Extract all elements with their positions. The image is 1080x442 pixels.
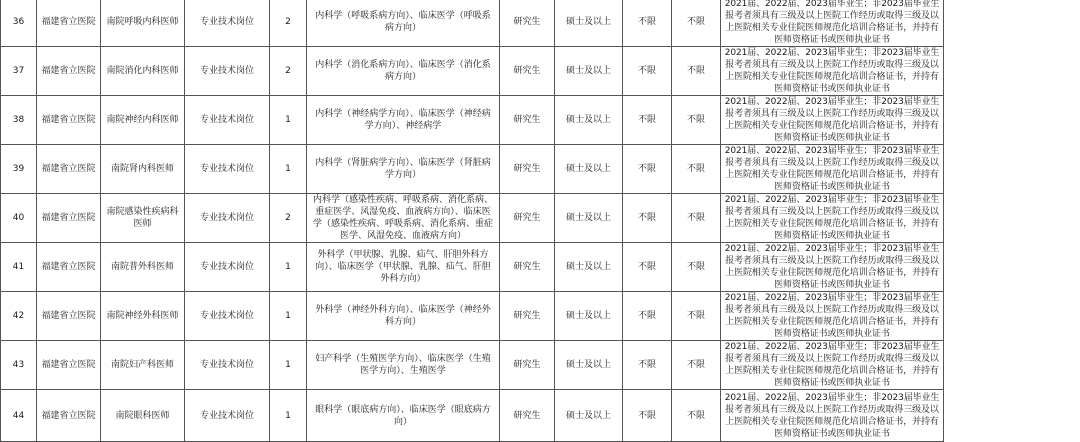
education: 研究生 bbox=[500, 390, 555, 442]
major-requirement: 外科学（甲状腺、乳腺、疝气、肝胆外科方向）、临床医学（甲状腺、乳腺、疝气、肝胆外科方向） bbox=[307, 243, 500, 292]
household-limit: 不限 bbox=[672, 47, 721, 96]
household-limit: 不限 bbox=[672, 341, 721, 390]
table-row bbox=[1, 145, 1080, 194]
education: 研究生 bbox=[500, 243, 555, 292]
degree: 硕士及以上 bbox=[555, 292, 623, 341]
blank-cell bbox=[944, 96, 1080, 145]
major-requirement: 内科学（呼吸系病方向）、临床医学（呼吸系病方向） bbox=[307, 0, 500, 47]
position-name: 南院感染性疾病科医师 bbox=[101, 194, 185, 243]
hiring-count: 2 bbox=[270, 0, 307, 47]
household-limit: 不限 bbox=[672, 145, 721, 194]
row-number: 41 bbox=[1, 243, 37, 292]
row-number: 38 bbox=[1, 96, 37, 145]
other-requirements: 2021届、2022届、2023届毕业生；非2023届毕业生报考者须具有三级及以上医院工作经历或取得三级及以上医院相关专业住院医师规范化培训合格证书，并持有医师资格证书或医师执业证书 bbox=[721, 341, 944, 390]
hiring-count: 1 bbox=[270, 96, 307, 145]
other-requirements: 2021届、2022届、2023届毕业生；非2023届毕业生报考者须具有三级及以上医院工作经历或取得三级及以上医院相关专业住院医师规范化培训合格证书，并持有医师资格证书或医师执业证书 bbox=[721, 96, 944, 145]
degree: 硕士及以上 bbox=[555, 341, 623, 390]
unit-name: 福建省立医院 bbox=[37, 47, 101, 96]
row-number: 43 bbox=[1, 341, 37, 390]
row-number: 40 bbox=[1, 194, 37, 243]
degree: 硕士及以上 bbox=[555, 243, 623, 292]
blank-cell bbox=[944, 145, 1080, 194]
degree: 硕士及以上 bbox=[555, 390, 623, 442]
other-requirements: 2021届、2022届、2023届毕业生；非2023届毕业生报考者须具有三级及以上医院工作经历或取得三级及以上医院相关专业住院医师规范化培训合格证书，并持有医师资格证书或医师执业证书 bbox=[721, 194, 944, 243]
position-category: 专业技术岗位 bbox=[185, 47, 270, 96]
education: 研究生 bbox=[500, 96, 555, 145]
household-limit: 不限 bbox=[672, 292, 721, 341]
education: 研究生 bbox=[500, 145, 555, 194]
other-requirements: 2021届、2022届、2023届毕业生；非2023届毕业生报考者须具有三级及以上医院工作经历或取得三级及以上医院相关专业住院医师规范化培训合格证书，并持有医师资格证书或医师执业证书 bbox=[721, 0, 944, 47]
major-requirement: 内科学（肾脏病学方向）、临床医学（肾脏病学方向） bbox=[307, 145, 500, 194]
table-row bbox=[1, 0, 1080, 47]
table-row bbox=[1, 47, 1080, 96]
position-name: 南院神经外科医师 bbox=[101, 292, 185, 341]
blank-cell bbox=[944, 243, 1080, 292]
hiring-count: 1 bbox=[270, 243, 307, 292]
table-row bbox=[1, 96, 1080, 145]
age-limit: 不限 bbox=[623, 96, 672, 145]
position-category: 专业技术岗位 bbox=[185, 292, 270, 341]
row-number: 42 bbox=[1, 292, 37, 341]
degree: 硕士及以上 bbox=[555, 194, 623, 243]
row-number: 36 bbox=[1, 0, 37, 47]
education: 研究生 bbox=[500, 47, 555, 96]
hiring-count: 1 bbox=[270, 341, 307, 390]
age-limit: 不限 bbox=[623, 390, 672, 442]
unit-name: 福建省立医院 bbox=[37, 243, 101, 292]
position-category: 专业技术岗位 bbox=[185, 194, 270, 243]
age-limit: 不限 bbox=[623, 341, 672, 390]
row-number: 44 bbox=[1, 390, 37, 442]
table-row bbox=[1, 194, 1080, 243]
unit-name: 福建省立医院 bbox=[37, 145, 101, 194]
age-limit: 不限 bbox=[623, 0, 672, 47]
blank-cell bbox=[944, 390, 1080, 442]
other-requirements: 2021届、2022届、2023届毕业生；非2023届毕业生报考者须具有三级及以上医院工作经历或取得三级及以上医院相关专业住院医师规范化培训合格证书，并持有医师资格证书或医师执业证书 bbox=[721, 47, 944, 96]
other-requirements: 2021届、2022届、2023届毕业生；非2023届毕业生报考者须具有三级及以上医院工作经历或取得三级及以上医院相关专业住院医师规范化培训合格证书，并持有医师资格证书或医师执业证书 bbox=[721, 145, 944, 194]
household-limit: 不限 bbox=[672, 390, 721, 442]
row-number: 39 bbox=[1, 145, 37, 194]
household-limit: 不限 bbox=[672, 243, 721, 292]
position-name: 南院普外科医师 bbox=[101, 243, 185, 292]
other-requirements: 2021届、2022届、2023届毕业生；非2023届毕业生报考者须具有三级及以上医院工作经历或取得三级及以上医院相关专业住院医师规范化培训合格证书，并持有医师资格证书或医师执业证书 bbox=[721, 243, 944, 292]
position-category: 专业技术岗位 bbox=[185, 341, 270, 390]
table-row bbox=[1, 390, 1080, 442]
position-name: 南院神经内科医师 bbox=[101, 96, 185, 145]
household-limit: 不限 bbox=[672, 194, 721, 243]
education: 研究生 bbox=[500, 292, 555, 341]
hiring-count: 1 bbox=[270, 390, 307, 442]
position-category: 专业技术岗位 bbox=[185, 96, 270, 145]
major-requirement: 内科学（消化系病方向）、临床医学（消化系病方向） bbox=[307, 47, 500, 96]
education: 研究生 bbox=[500, 194, 555, 243]
blank-cell bbox=[944, 47, 1080, 96]
education: 研究生 bbox=[500, 0, 555, 47]
hiring-count: 2 bbox=[270, 47, 307, 96]
major-requirement: 眼科学（眼底病方向）、临床医学（眼底病方向） bbox=[307, 390, 500, 442]
position-category: 专业技术岗位 bbox=[185, 390, 270, 442]
major-requirement: 内科学（神经病学方向）、临床医学（神经病学方向）、神经病学 bbox=[307, 96, 500, 145]
table-row bbox=[1, 292, 1080, 341]
position-name: 南院眼科医师 bbox=[101, 390, 185, 442]
hiring-count: 1 bbox=[270, 292, 307, 341]
unit-name: 福建省立医院 bbox=[37, 0, 101, 47]
unit-name: 福建省立医院 bbox=[37, 390, 101, 442]
age-limit: 不限 bbox=[623, 292, 672, 341]
hiring-count: 1 bbox=[270, 145, 307, 194]
other-requirements: 2021届、2022届、2023届毕业生；非2023届毕业生报考者须具有三级及以上医院工作经历或取得三级及以上医院相关专业住院医师规范化培训合格证书，并持有医师资格证书或医师执业证书 bbox=[721, 292, 944, 341]
degree: 硕士及以上 bbox=[555, 0, 623, 47]
position-category: 专业技术岗位 bbox=[185, 243, 270, 292]
table-row bbox=[1, 341, 1080, 390]
position-name: 南院妇产科医师 bbox=[101, 341, 185, 390]
degree: 硕士及以上 bbox=[555, 96, 623, 145]
degree: 硕士及以上 bbox=[555, 47, 623, 96]
unit-name: 福建省立医院 bbox=[37, 292, 101, 341]
unit-name: 福建省立医院 bbox=[37, 96, 101, 145]
position-name: 南院消化内科医师 bbox=[101, 47, 185, 96]
age-limit: 不限 bbox=[623, 47, 672, 96]
position-category: 专业技术岗位 bbox=[185, 0, 270, 47]
education: 研究生 bbox=[500, 341, 555, 390]
age-limit: 不限 bbox=[623, 145, 672, 194]
position-name: 南院肾内科医师 bbox=[101, 145, 185, 194]
position-category: 专业技术岗位 bbox=[185, 145, 270, 194]
degree: 硕士及以上 bbox=[555, 145, 623, 194]
unit-name: 福建省立医院 bbox=[37, 194, 101, 243]
position-name: 南院呼吸内科医师 bbox=[101, 0, 185, 47]
major-requirement: 妇产科学（生殖医学方向）、临床医学（生殖医学方向）、生殖医学 bbox=[307, 341, 500, 390]
blank-cell bbox=[944, 292, 1080, 341]
table-row bbox=[1, 243, 1080, 292]
household-limit: 不限 bbox=[672, 96, 721, 145]
blank-cell bbox=[944, 0, 1080, 47]
blank-cell bbox=[944, 194, 1080, 243]
hiring-count: 2 bbox=[270, 194, 307, 243]
age-limit: 不限 bbox=[623, 194, 672, 243]
other-requirements: 2021届、2022届、2023届毕业生；非2023届毕业生报考者须具有三级及以上医院工作经历或取得三级及以上医院相关专业住院医师规范化培训合格证书，并持有医师资格证书或医师执业证书 bbox=[721, 390, 944, 442]
age-limit: 不限 bbox=[623, 243, 672, 292]
major-requirement: 内科学（感染性疾病、呼吸系病、消化系病、重症医学、风湿免疫、血液病方向）、临床医学（感染性疾病、呼吸系病、消化系病、重症医学、风湿免疫、血液病方向） bbox=[307, 194, 500, 243]
blank-cell bbox=[944, 341, 1080, 390]
household-limit: 不限 bbox=[672, 0, 721, 47]
unit-name: 福建省立医院 bbox=[37, 341, 101, 390]
major-requirement: 外科学（神经外科方向）、临床医学（神经外科方向） bbox=[307, 292, 500, 341]
row-number: 37 bbox=[1, 47, 37, 96]
